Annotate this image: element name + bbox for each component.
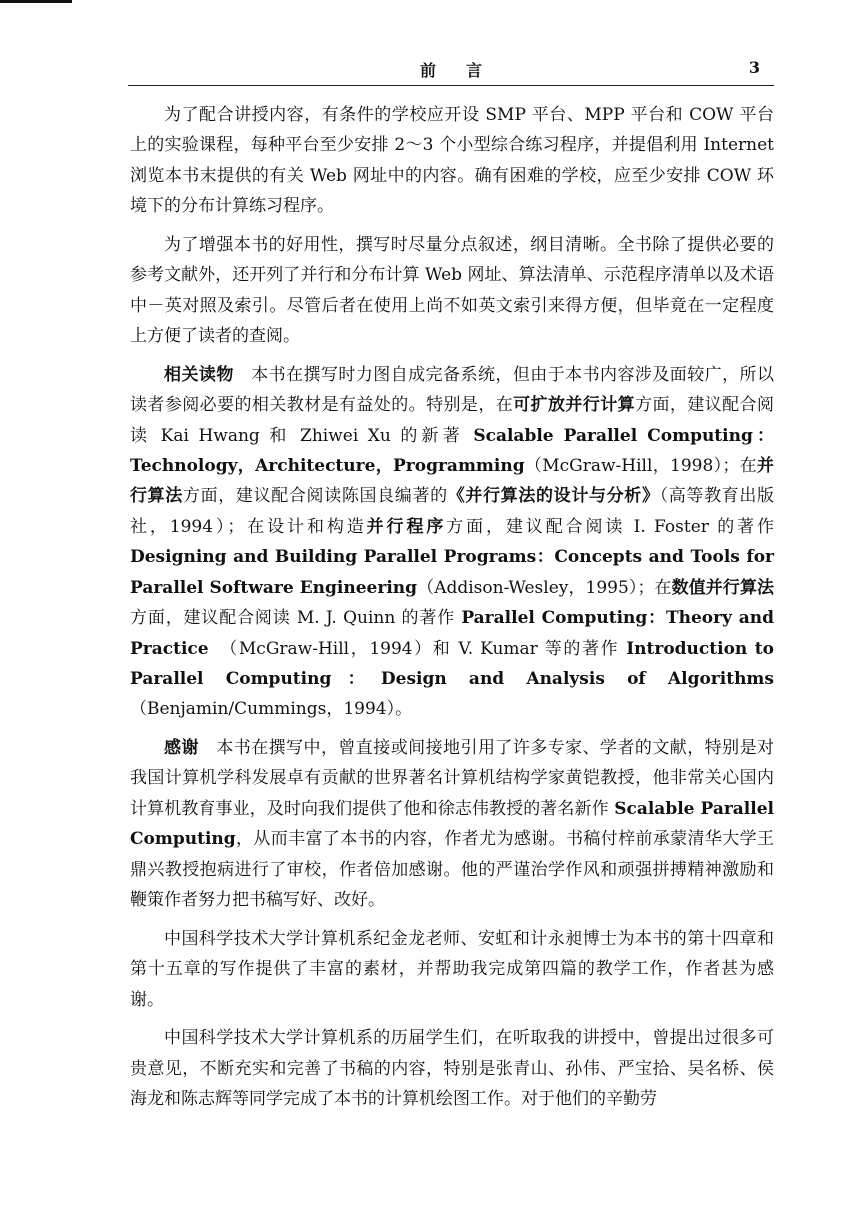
header-rule	[128, 85, 774, 86]
page-number: 3	[748, 58, 760, 77]
bold-text-run: 可扩放并行计算	[513, 395, 636, 416]
bold-text-run: Scalable Parallel Computing：Technology，Architecture，Programming	[130, 425, 774, 477]
text-run: 方面，建议配合阅读陈国良编著的	[182, 486, 448, 507]
bold-text-run: Scalable Parallel Computing	[130, 798, 774, 850]
text-run: 为了配合讲授内容，有条件的学校应开设 SMP 平台、MPP 平台和 COW 平台上的实验课程，每种平台至少安排 2～3 个小型综合练习程序，并提倡利用 Internet 浏览本书末提供的有关 Web 网址中的内容。确有困难的学校，应至少安排 COW 环境下的分布计算练习程序。	[130, 105, 774, 217]
text-run: ，从而丰富了本书的内容，作者尤为感谢。书稿付梓前承蒙清华大学王鼎兴教授抱病进行了审校，作者倍加感谢。他的严谨治学作风和顽强拼搏精神激励和鞭策作者努力把书稿写好、改好。	[130, 829, 774, 911]
para-acknowledgements	[130, 733, 774, 915]
page-header	[128, 52, 774, 86]
bold-text-run: 数值并行算法	[671, 577, 775, 598]
para-lab-courses	[130, 100, 774, 222]
para-thanks-colleagues	[130, 924, 774, 1015]
text-run: （Benjamin/Cummings，1994）。	[130, 699, 413, 720]
bold-text-run: 感谢	[164, 738, 199, 759]
scan-corner-mark	[0, 0, 72, 3]
running-head-title: 前言	[419, 61, 512, 80]
body-text	[130, 100, 774, 1123]
para-related-reading	[130, 360, 774, 725]
text-run: （Addison-Wesley，1995）；在	[417, 577, 672, 598]
bold-text-run: 相关读物	[164, 364, 234, 385]
text-run: 为了增强本书的好用性，撰写时尽量分点叙述，纲目清晰。全书除了提供必要的参考文献外，还开列了并行和分布计算 Web 网址、算法清单、示范程序清单以及术语中－英对照及索引。尽管后者在使用上尚不如英文索引来得方便，但毕竟在一定程度上方便了读者的查阅。	[130, 234, 774, 347]
text-run: （McGraw-Hill，1998）；在	[524, 456, 757, 477]
text-run: 方面，建议配合阅读 Kai Hwang 和 Zhiwei Xu 的新著	[130, 395, 775, 446]
text-run: 本书在撰写中，曾直接或间接地引用了许多专家、学者的文献，特别是对我国计算机学科发展卓有贡献的世界著名计算机结构学家黄铠教授，他非常关心国内计算机教育事业，及时向我们提供了他和徐志伟教授的著名新作	[130, 738, 775, 819]
text-run: 本书在撰写时力图自成完备系统，但由于本书内容涉及面较广，所以读者参阅必要的相关教材是有益处的。特别是，在	[130, 364, 774, 416]
bold-text-run: Parallel Computing：Theory and Practice	[130, 608, 774, 659]
bold-text-run: 并行程序	[366, 516, 447, 537]
text-run: 中国科学技术大学计算机系纪金龙老师、安虹和计永昶博士为本书的第十四章和第十五章的写作提供了丰富的素材，并帮助我完成第四篇的教学工作，作者甚为感谢。	[130, 928, 774, 1010]
text-run: 方面，建议配合阅读 M. J. Quinn 的著作	[130, 608, 462, 629]
text-run: 方面，建议配合阅读 I. Foster 的著作	[446, 516, 774, 537]
bold-text-run: Introduction to Parallel Computing：Design and Analysis of Algorithms	[130, 638, 774, 689]
text-run: 中国科学技术大学计算机系的历届学生们，在听取我的讲授中，曾提出过很多可贵意见，不断充实和完善了书稿的内容，特别是张青山、孙伟、严宝拾、吴名桥、侯海龙和陈志辉等同学完成了本书的计算机绘图工作。对于他们的辛勤劳	[130, 1028, 774, 1110]
bold-text-run: 《并行算法的设计与分析》	[447, 486, 660, 507]
para-thanks-students	[130, 1023, 774, 1114]
para-usability	[130, 230, 774, 352]
bold-text-run: 并行算法	[130, 456, 774, 507]
bold-text-run: Designing and Building Parallel Programs：Concepts and Tools for Parallel Software Engineering	[130, 547, 774, 598]
text-run: （高等教育出版社，1994）；在设计和构造	[130, 486, 775, 537]
text-run: （McGraw-Hill，1994）和 V. Kumar 等的著作	[208, 638, 627, 659]
